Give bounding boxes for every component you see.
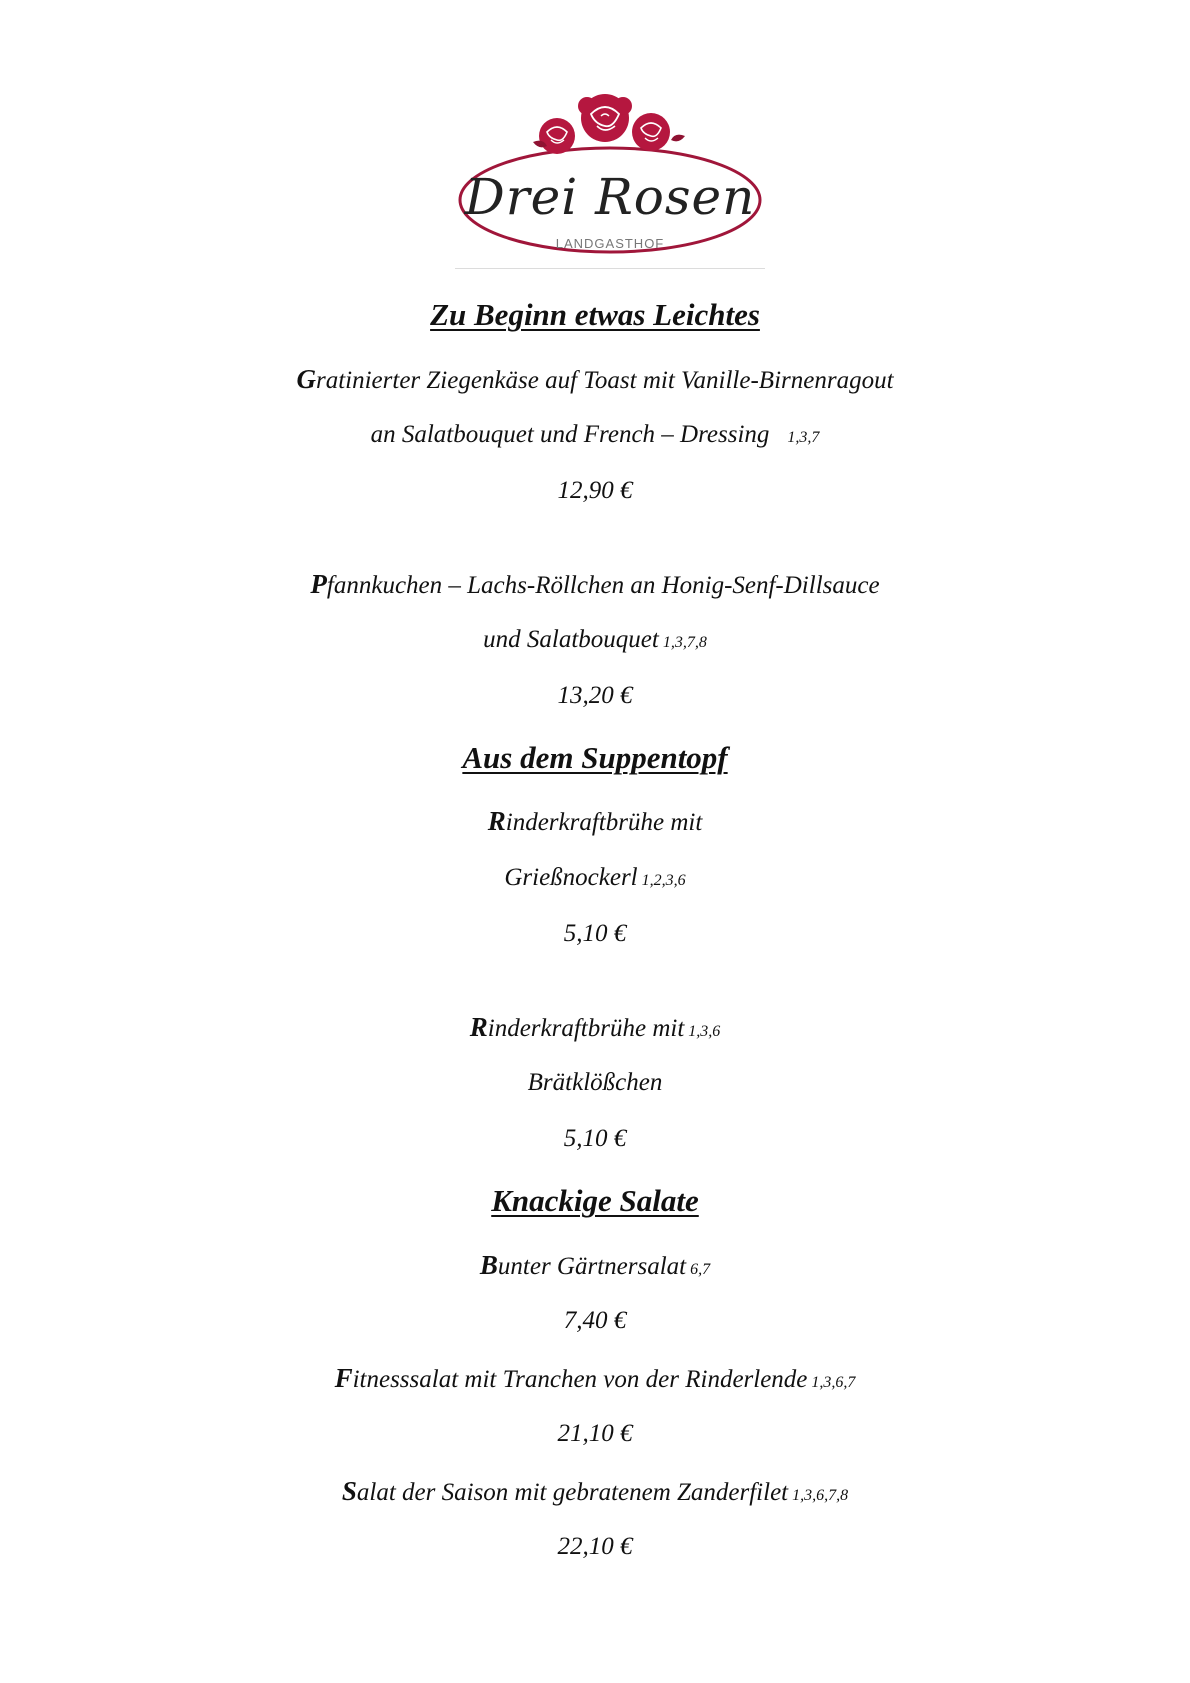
allergen-codes: 1,3,6 — [688, 1023, 721, 1040]
allergen-codes: 1,2,3,6 — [641, 872, 686, 889]
dish-initial: G — [296, 364, 316, 394]
dish-name: itnesssalat mit Tranchen von der Rinderlende — [352, 1366, 808, 1393]
restaurant-logo — [455, 92, 765, 272]
rose-right-icon — [632, 113, 670, 151]
dish-price: 12,90 € — [557, 477, 633, 504]
dish-name: inderkraftbrühe mit — [505, 809, 703, 836]
dish-garden-salad-line1 — [0, 1250, 1190, 1285]
dish-description: an Salatbouquet und French – Dressing — [370, 421, 770, 448]
dish-price: 7,40 € — [563, 1307, 627, 1334]
dish-name: alat der Saison mit gebratenem Zanderfilet — [356, 1479, 789, 1506]
dish-price: 13,20 € — [557, 682, 633, 709]
dish-initial: R — [469, 1012, 488, 1042]
dish-pancake-line1 — [0, 569, 1190, 601]
dish-broth-dumplings-line1 — [0, 1012, 1190, 1047]
allergen-codes: 1,3,7,8 — [662, 634, 707, 651]
dish-price: 5,10 € — [563, 1125, 627, 1152]
dish-pancake-line2 — [0, 625, 1190, 658]
dish-name: inderkraftbrühe mit — [487, 1015, 685, 1042]
dish-broth-semolina-line1 — [0, 806, 1190, 838]
rose-center-icon — [578, 94, 632, 142]
dish-description: Brätklößchen — [527, 1069, 663, 1096]
dish-initial: R — [487, 806, 506, 836]
dish-description: und Salatbouquet — [483, 626, 659, 653]
dish-name: ratinierter Ziegenkäse auf Toast mit Vanille-Birnenragout — [315, 367, 894, 394]
dish-name: unter Gärtnersalat — [497, 1253, 687, 1280]
dish-goat-cheese-line2 — [0, 420, 1190, 453]
dish-initial: F — [334, 1363, 353, 1393]
section-heading-salads: Knackige Salate — [491, 1183, 699, 1218]
dish-seasonal-salad-line1 — [0, 1476, 1190, 1511]
dish-description: Grießnockerl — [504, 864, 638, 891]
allergen-codes: 6,7 — [690, 1261, 711, 1278]
dish-initial: B — [479, 1250, 498, 1280]
dish-price: 21,10 € — [557, 1420, 633, 1447]
dish-initial: S — [341, 1476, 357, 1506]
section-heading-starters: Zu Beginn etwas Leichtes — [430, 297, 760, 332]
allergen-codes: 1,3,7 — [787, 429, 820, 446]
dish-price: 22,10 € — [557, 1533, 633, 1560]
leaf-right-icon — [671, 135, 685, 142]
dish-fitness-salad-line1 — [0, 1363, 1190, 1398]
dish-broth-dumplings-line2 — [0, 1068, 1190, 1098]
dish-price: 5,10 € — [563, 920, 627, 947]
allergen-codes: 1,3,6,7 — [811, 1374, 856, 1391]
logo-subtitle: LANDGASTHOF — [555, 236, 665, 251]
dish-initial: P — [310, 569, 327, 599]
section-heading-soups: Aus dem Suppentopf — [462, 740, 728, 775]
rose-left-icon — [539, 118, 575, 154]
logo-title: Drei Rosen — [464, 168, 756, 226]
allergen-codes: 1,3,6,7,8 — [792, 1487, 849, 1504]
dish-name: fannkuchen – Lachs-Röllchen an Honig-Senf-Dillsauce — [326, 572, 880, 599]
dish-goat-cheese-line1 — [0, 364, 1190, 396]
dish-broth-semolina-line2 — [0, 863, 1190, 896]
logo-divider — [455, 268, 765, 269]
